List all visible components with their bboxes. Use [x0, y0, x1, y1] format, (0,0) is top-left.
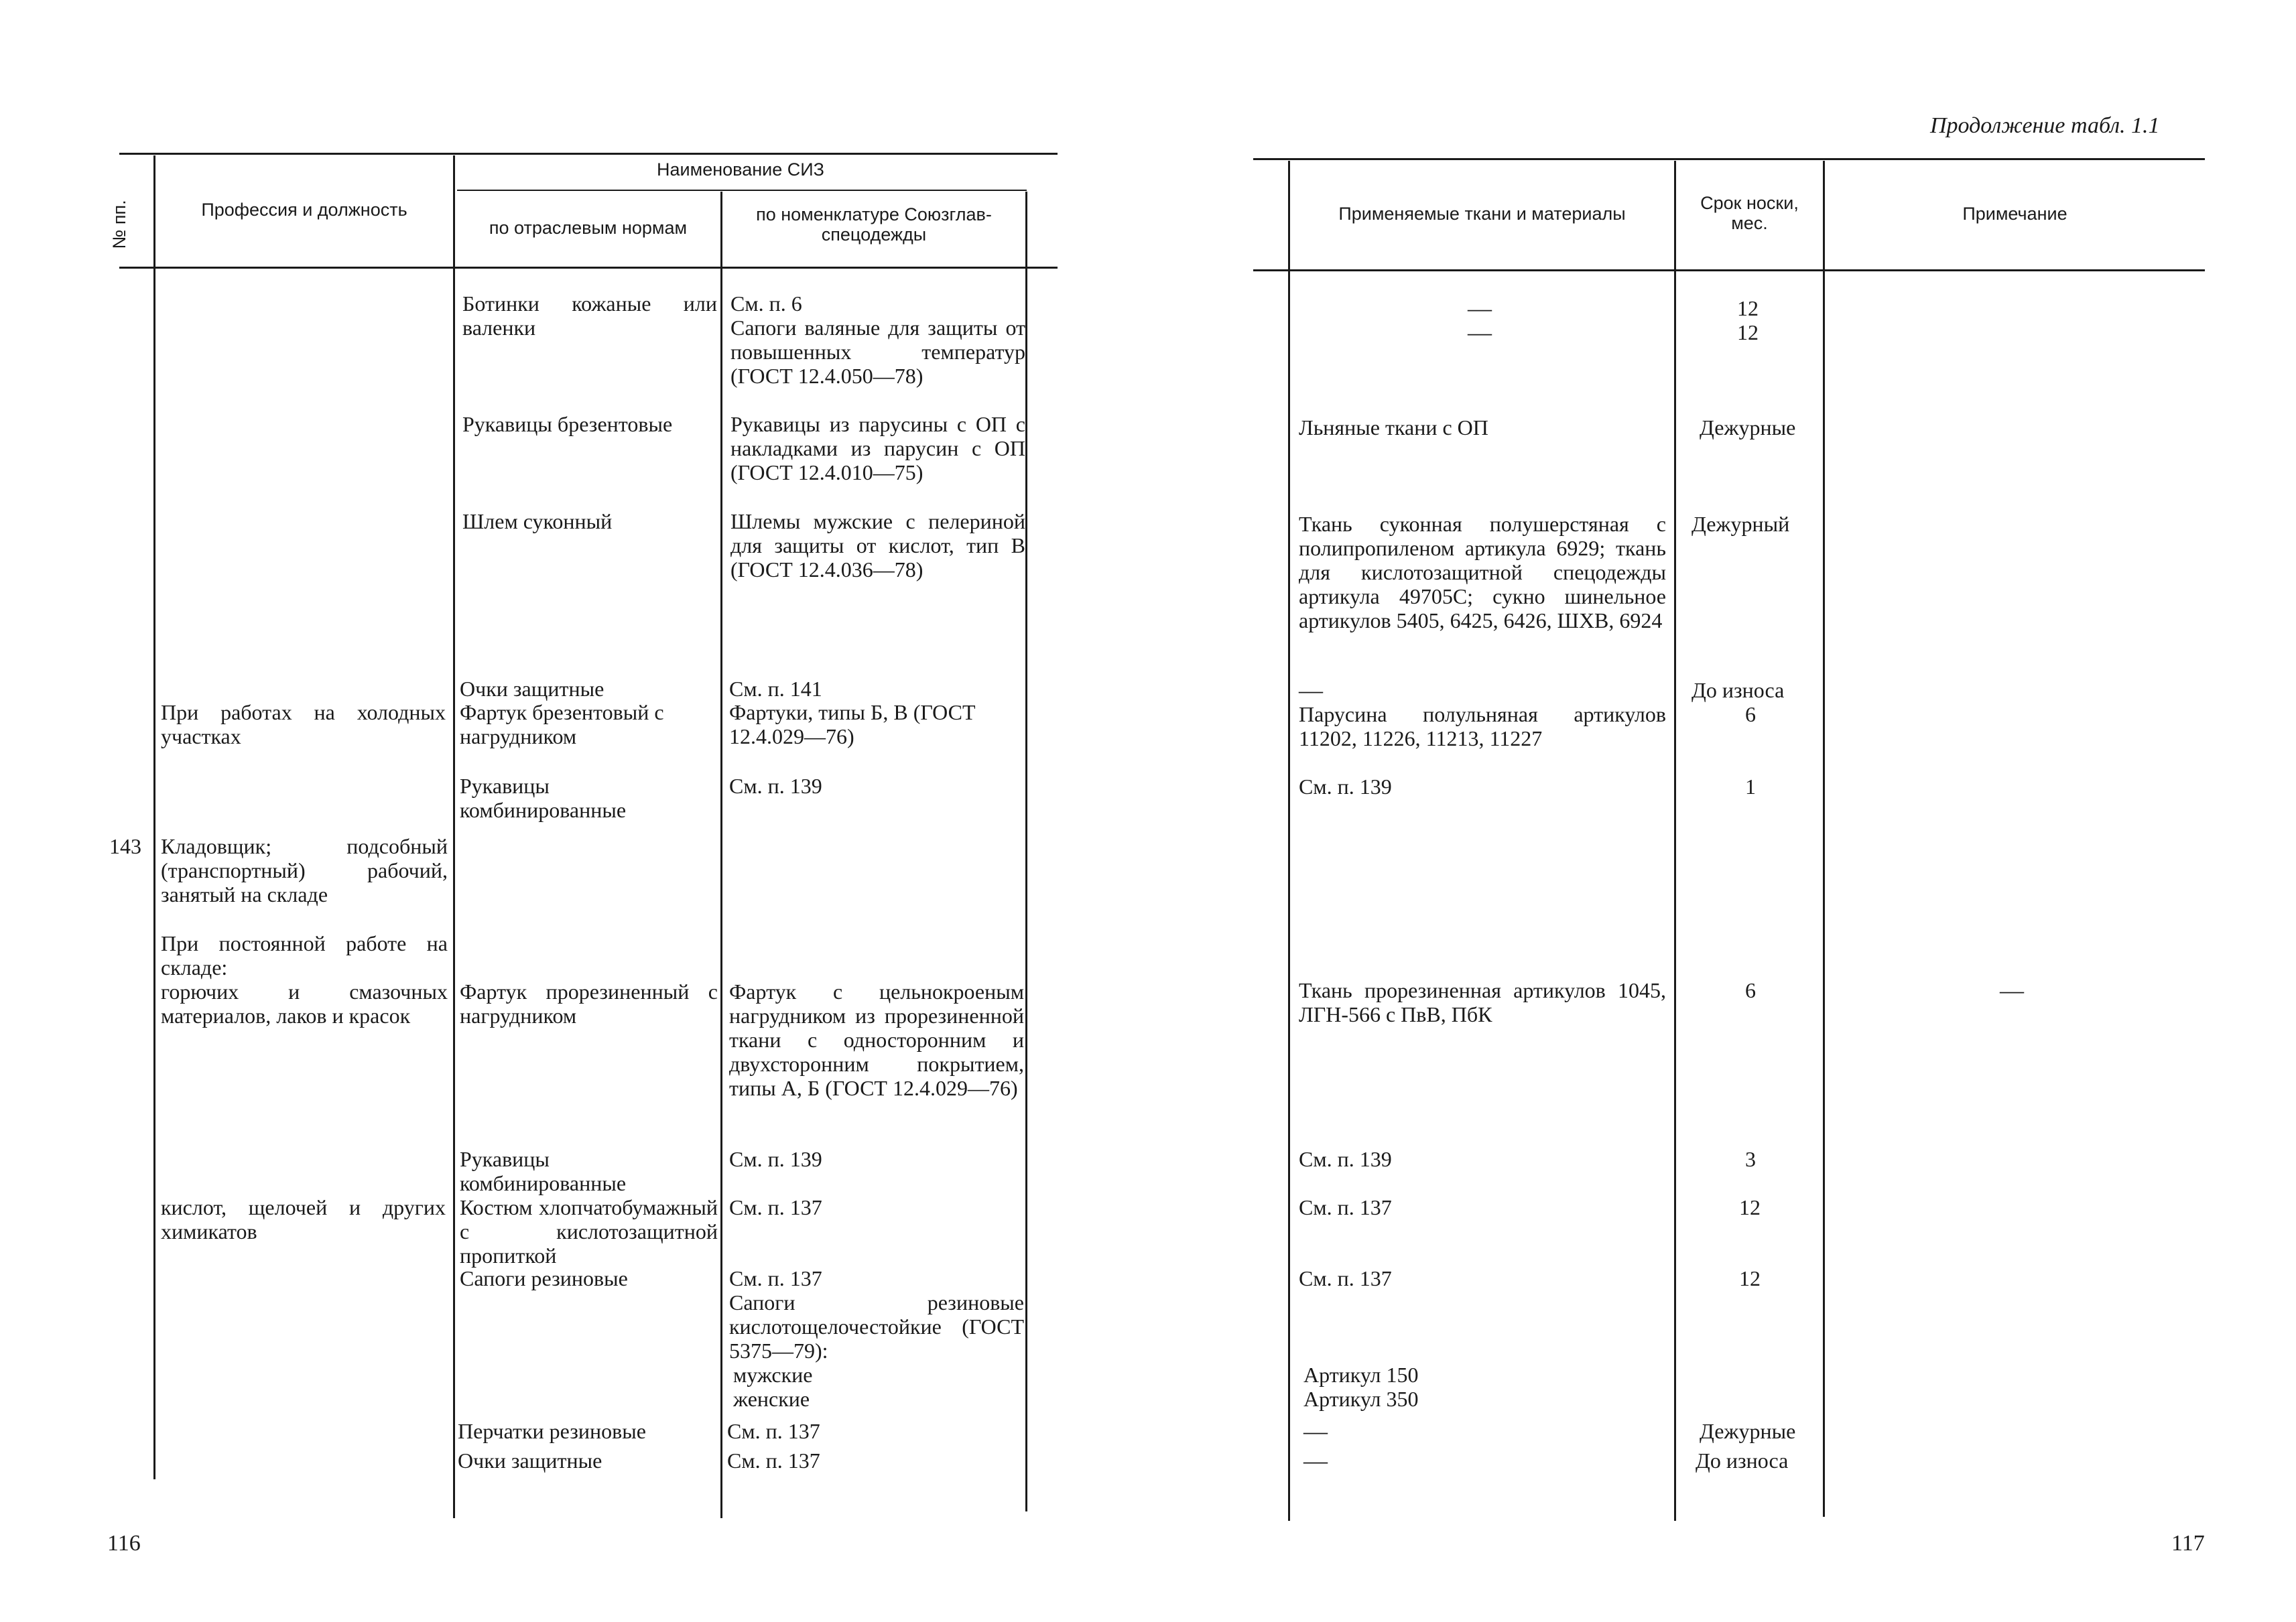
col-divider-4: [1025, 192, 1027, 1511]
cell-c7: Шлемы мужские с пелериной для защиты от кислот, тип В (ГОСТ 12.4.036—78): [730, 509, 1025, 582]
cell-r6: Дежурные: [1700, 415, 1796, 440]
header-by-industry: по отраслевым нормам: [489, 218, 688, 238]
siz-group-rule: [457, 190, 1027, 191]
cell-c4: Рукавицы брезентовые: [462, 412, 673, 436]
cell-c5: Рукавицы из парусины с ОП с накладками из парусин с ОП (ГОСТ 12.4.010—75): [730, 412, 1025, 484]
cell-c1: Ботинки кожаные или валенки: [462, 291, 717, 340]
cell-c2: См. п. 6: [730, 291, 802, 316]
cell-r15: Ткань прорезиненная артикулов 1045, ЛГН-566 с ПвВ, ПбК: [1299, 978, 1666, 1026]
cell-c27: См. п. 137: [729, 1266, 822, 1290]
cell-c34: См. п. 137: [727, 1448, 820, 1473]
cell-c20: Фартук с цельнокроеным нагрудником из прорезиненной ткани с односторонним и двухсторонним покрытием, типы А, Б (ГОСТ 12.4.029—76): [729, 979, 1024, 1100]
cell-r23: 12: [1739, 1266, 1761, 1290]
header-bottom-rule: [119, 267, 1058, 269]
cell-r10: До износа: [1692, 678, 1785, 702]
cell-r8: Дежурный: [1692, 512, 1790, 536]
cell-r29: До износа: [1696, 1448, 1789, 1473]
cell-r21: 12: [1739, 1195, 1761, 1219]
header-bottom-rule-right: [1253, 269, 2205, 271]
cell-c18: горючих и смазочных материалов, лаков и красок: [161, 979, 448, 1028]
col-divider-right-3: [1823, 161, 1825, 1517]
cell-r4: 12: [1737, 320, 1759, 344]
cell-c31: Перчатки резиновые: [458, 1419, 646, 1443]
cell-r17: —: [2000, 977, 2024, 1004]
cell-r26: —: [1303, 1418, 1328, 1444]
cell-c9: См. п. 141: [729, 677, 822, 701]
cell-r18: См. п. 139: [1299, 1147, 1392, 1171]
cell-c15: 143: [109, 834, 141, 858]
cell-r28: —: [1303, 1447, 1328, 1474]
cell-r2: 12: [1737, 296, 1759, 320]
cell-c8: Очки защитные: [460, 677, 604, 701]
cell-c14: См. п. 139: [729, 774, 822, 798]
cell-c17: При постоянной работе на складе:: [161, 931, 448, 979]
cell-r25: Артикул 350: [1303, 1387, 1419, 1411]
cell-c29: мужские: [733, 1363, 813, 1387]
cell-r9: —: [1299, 677, 1323, 703]
cell-c28: Сапоги резиновые кислотощелочестойкие (ГОСТ 5375—79):: [729, 1290, 1024, 1363]
cell-r16: 6: [1745, 978, 1756, 1002]
cell-r27: Дежурные: [1700, 1419, 1796, 1443]
header-profession: Профессия и должность: [201, 200, 407, 220]
header-materials: Применяемые ткани и материалы: [1338, 204, 1626, 224]
col-divider-1: [153, 155, 155, 1479]
cell-c30: женские: [733, 1387, 810, 1411]
cell-r19: 3: [1745, 1147, 1756, 1171]
header-number: № пп.: [109, 200, 129, 249]
cell-c12: Фартуки, типы Б, В (ГОСТ 12.4.029—76): [729, 700, 976, 748]
cell-c21: Рукавицы комбинированные: [460, 1147, 627, 1195]
header-by-nomenclature: по номенклатуре Союзглав- спецодежды: [756, 204, 992, 245]
cell-c33: Очки защитные: [458, 1448, 602, 1473]
cell-c19: Фартук прорезиненный с нагрудником: [460, 979, 718, 1028]
header-siz-group: Наименование СИЗ: [657, 159, 824, 180]
cell-c23: кислот, щелочей и других химикатов: [161, 1195, 446, 1243]
cell-c16: Кладовщик; подсобный (транспортный) рабочий, занятый на складе: [161, 834, 448, 906]
col-divider-3: [720, 192, 722, 1518]
header-term: Срок носки, мес.: [1700, 193, 1799, 233]
col-divider-2: [453, 155, 455, 1518]
cell-c32: См. п. 137: [727, 1419, 820, 1443]
cell-c13: Рукавицы комбинированные: [460, 774, 627, 822]
col-divider-right-2: [1674, 161, 1676, 1521]
table-top-rule-right: [1253, 158, 2205, 160]
cell-r5: Льняные ткани с ОП: [1299, 415, 1488, 440]
continuation-caption: Продолжение табл. 1.1: [1930, 113, 2160, 138]
page-number-left: 116: [107, 1531, 141, 1556]
cell-r24: Артикул 150: [1303, 1363, 1419, 1387]
cell-r11: Парусина полульняная артикулов 11202, 11226, 11213, 11227: [1299, 702, 1666, 750]
cell-r22: См. п. 137: [1299, 1266, 1392, 1290]
cell-r3: —: [1468, 319, 1492, 346]
cell-c24: Костюм хлопчатобумажный с кислотозащитной пропиткой: [460, 1195, 718, 1268]
cell-c11: Фартук брезентовый с нагрудником: [460, 700, 664, 748]
cell-c3: Сапоги валяные для защиты от повышенных температур (ГОСТ 12.4.050—78): [730, 316, 1025, 388]
col-divider-right-1: [1288, 161, 1290, 1521]
cell-c10: При работах на холодных участках: [161, 700, 446, 748]
cell-r13: См. п. 139: [1299, 774, 1392, 799]
cell-c6: Шлем суконный: [462, 509, 613, 533]
cell-r12: 6: [1745, 702, 1756, 726]
table-top-rule: [119, 153, 1058, 155]
cell-c26: Сапоги резиновые: [460, 1266, 628, 1290]
cell-c22: См. п. 139: [729, 1147, 822, 1171]
cell-r20: См. п. 137: [1299, 1195, 1392, 1219]
cell-c25: См. п. 137: [729, 1195, 822, 1219]
cell-r1: —: [1468, 295, 1492, 322]
cell-r7: Ткань суконная полушерстяная с полипропиленом артикула 6929; ткань для кислотозащитной спецодежды артикула 49705С; сукно шинельное артикулов 5405, 6425, 6426, ШХВ, 6924: [1299, 512, 1666, 632]
page-number-right: 117: [2171, 1531, 2205, 1556]
header-note: Примечание: [1962, 204, 2067, 224]
cell-r14: 1: [1745, 774, 1756, 799]
